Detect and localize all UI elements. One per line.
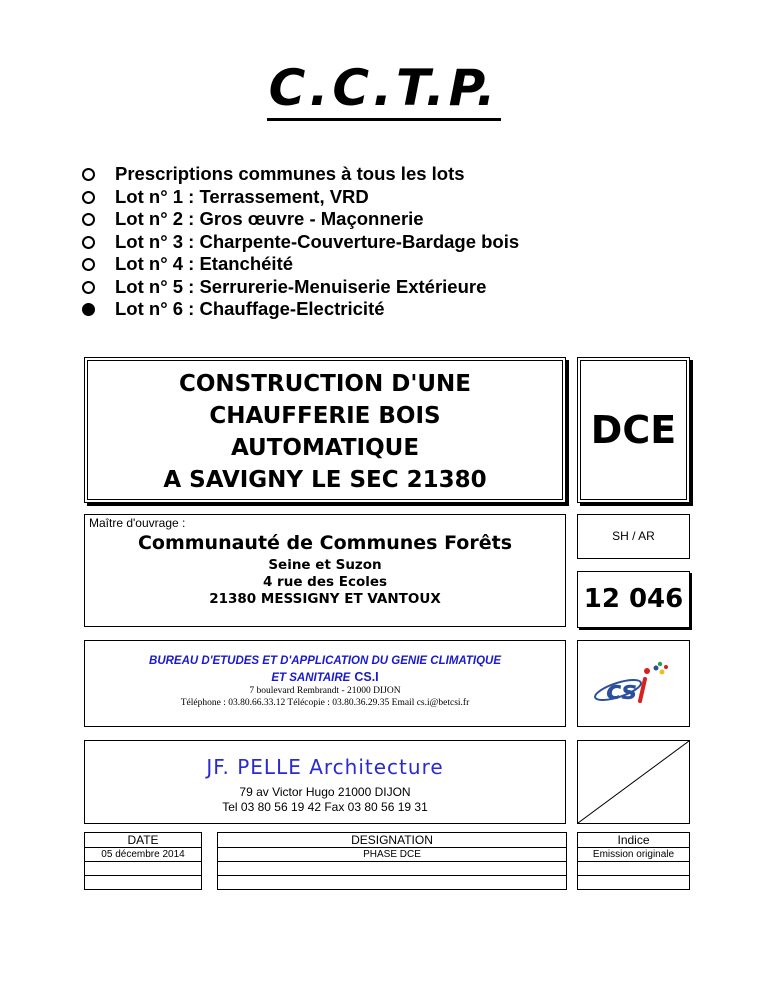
lot-item[interactable] <box>82 253 519 276</box>
date-column <box>84 832 202 890</box>
title-text: C.C.T.P. <box>267 58 502 121</box>
radio-empty-icon <box>82 258 95 271</box>
address-line: 21380 MESSIGNY ET VANTOUX <box>209 591 441 607</box>
logo-dot <box>664 665 668 669</box>
address-line: 4 rue des Ecoles <box>262 574 388 590</box>
logo-dot <box>658 662 662 666</box>
bureau-address <box>85 685 565 709</box>
maitre-ouvrage-label: Maître d'ouvrage : <box>89 516 186 530</box>
architecte-box <box>84 740 566 824</box>
indice-cell: Emission originale <box>578 848 690 862</box>
date-header: DATE <box>85 833 202 848</box>
lot-item[interactable] <box>82 276 519 299</box>
architecte-address-line: 79 av Victor Hugo 21000 DIJON <box>239 785 411 799</box>
lot-item[interactable] <box>82 208 519 231</box>
lot-item[interactable] <box>82 298 519 321</box>
csi-logo-box <box>577 640 690 727</box>
logo-dot <box>654 666 659 671</box>
lot-list <box>82 163 519 321</box>
architecte-name: JF. PELLE Architecture <box>206 755 444 779</box>
bureau-etudes-box <box>84 640 566 727</box>
radio-empty-icon <box>82 236 95 249</box>
lot-item[interactable] <box>82 186 519 209</box>
lot-label: Lot n° 2 : Gros œuvre - Maçonnerie <box>115 208 424 229</box>
bureau-name-text: ET SANITAIRE <box>271 672 351 684</box>
designation-cell: PHASE DCE <box>218 848 567 862</box>
date-cell: 05 décembre 2014 <box>85 848 202 862</box>
author-initials: SH / AR <box>577 514 690 559</box>
project-title <box>88 361 562 496</box>
lot-label: Prescriptions communes à tous les lots <box>115 163 465 184</box>
radio-empty-icon <box>82 191 95 204</box>
designation-header: DESIGNATION <box>218 833 567 848</box>
designation-cell <box>218 862 567 876</box>
date-cell <box>85 862 202 876</box>
indice-cell <box>578 876 690 890</box>
radio-empty-icon <box>82 213 95 226</box>
project-title-line: A SAVIGNY LE SEC 21380 <box>163 467 487 493</box>
blank-box <box>577 740 690 824</box>
indice-column <box>577 832 690 890</box>
lot-item[interactable] <box>82 163 519 186</box>
project-title-box <box>84 357 566 503</box>
radio-empty-icon <box>82 281 95 294</box>
project-title-line: CHAUFFERIE BOIS <box>209 403 441 429</box>
lot-label: Lot n° 3 : Charpente-Couverture-Bardage bois <box>115 230 520 252</box>
architecte-contact-line: Tel 03 80 56 19 42 Fax 03 80 56 19 31 <box>222 800 428 814</box>
lot-item[interactable] <box>82 231 519 254</box>
bureau-address-line: 7 boulevard Rembrandt - 21000 DIJON <box>249 686 401 696</box>
lot-label: Lot n° 1 : Terrassement, VRD <box>115 185 369 207</box>
document-title <box>0 58 768 121</box>
radio-empty-icon <box>82 168 95 181</box>
project-number: 12 046 <box>577 571 690 628</box>
project-title-line: AUTOMATIQUE <box>230 435 420 461</box>
date-cell <box>85 876 202 890</box>
diagonal-line <box>578 741 689 823</box>
bureau-name-line1: BUREAU D'ETUDES ET D'APPLICATION DU GENIE CLIMATIQUE <box>149 655 501 667</box>
project-title-line: CONSTRUCTION D'UNE <box>178 371 472 397</box>
phase-code-box <box>577 357 690 503</box>
lot-label: Lot n° 5 : Serrurerie-Menuiserie Extérieure <box>115 275 487 297</box>
radio-filled-icon <box>82 303 95 316</box>
bureau-contact-line: Téléphone : 03.80.66.33.12 Télécopie : 03.80.36.29.35 Email cs.i@betcsi.fr <box>180 698 470 708</box>
indice-header: Indice <box>578 833 690 848</box>
address-line: Seine et Suzon <box>268 557 382 573</box>
maitre-ouvrage-address <box>85 557 565 608</box>
lot-label: Lot n° 4 : Etanchéité <box>115 253 294 274</box>
designation-cell <box>218 876 567 890</box>
logo-letters: cs <box>606 676 637 706</box>
bureau-brand: CS.I <box>354 670 379 684</box>
csi-logo <box>578 641 689 726</box>
logo-i-dot <box>644 668 650 674</box>
architecte-address <box>85 785 565 815</box>
logo-dot <box>660 670 665 675</box>
phase-code: DCE <box>590 408 677 452</box>
lot-label: Lot n° 6 : Chauffage-Electricité <box>115 298 385 319</box>
maitre-ouvrage-name: Communauté de Communes Forêts <box>137 532 513 554</box>
indice-cell <box>578 862 690 876</box>
bureau-name-line2 <box>85 670 565 684</box>
designation-column <box>217 832 567 890</box>
maitre-ouvrage-box <box>84 514 566 627</box>
